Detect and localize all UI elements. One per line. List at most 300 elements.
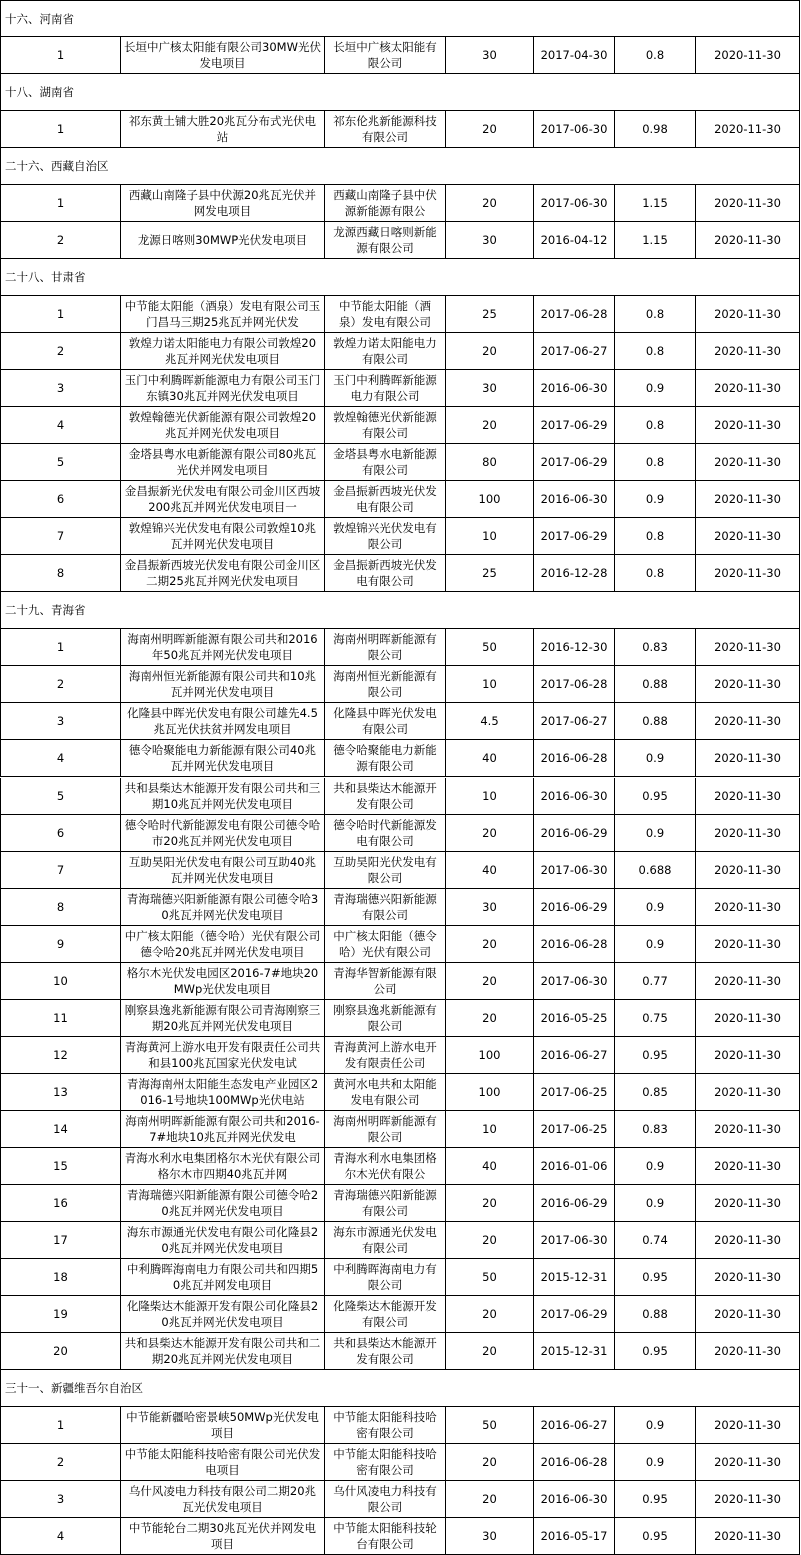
- cell-price[interactable]: 0.9: [615, 815, 696, 852]
- cell-date[interactable]: 2017-06-25: [534, 1074, 615, 1111]
- cell-index[interactable]: 2: [0, 666, 121, 703]
- cell-price[interactable]: 0.98: [615, 111, 696, 148]
- cell-index[interactable]: 7: [0, 518, 121, 555]
- cell-capacity[interactable]: 20: [446, 1333, 534, 1370]
- cell-end-date[interactable]: 2020-11-30: [696, 1259, 800, 1296]
- cell-company[interactable]: [325, 1518, 446, 1555]
- cell-index[interactable]: 6: [0, 481, 121, 518]
- cell-date[interactable]: 2017-06-30: [534, 1222, 615, 1259]
- cell-capacity[interactable]: 20: [446, 1296, 534, 1333]
- cell-date[interactable]: 2017-06-30: [534, 963, 615, 1000]
- cell-capacity[interactable]: 20: [446, 1222, 534, 1259]
- cell-capacity[interactable]: 20: [446, 1444, 534, 1481]
- section-header-row: [0, 148, 800, 185]
- cell-capacity[interactable]: 20: [446, 1000, 534, 1037]
- cell-price[interactable]: 0.95: [615, 778, 696, 815]
- cell-company-text: 青海瑞德兴阳新能源有限公司: [333, 1187, 437, 1218]
- cell-date[interactable]: 2017-06-29: [534, 407, 615, 444]
- cell-end-date[interactable]: 2020-11-30: [696, 333, 800, 370]
- cell-project-text: 青海黄河上游水电开发有限责任公司共和县100兆瓦国家光伏发电试: [124, 1039, 321, 1070]
- cell-company[interactable]: [325, 852, 446, 889]
- cell-price[interactable]: 0.8: [615, 333, 696, 370]
- cell-price[interactable]: 0.74: [615, 1222, 696, 1259]
- cell-index[interactable]: 4: [0, 1518, 121, 1555]
- cell-price[interactable]: 0.8: [615, 296, 696, 333]
- cell-capacity[interactable]: 40: [446, 852, 534, 889]
- cell-price[interactable]: 0.95: [615, 1333, 696, 1370]
- cell-end-date[interactable]: 2020-11-30: [696, 1296, 800, 1333]
- cell-company[interactable]: [325, 185, 446, 222]
- cell-index[interactable]: 8: [0, 555, 121, 592]
- cell-project-text: 德令哈聚能电力新能源有限公司40兆瓦并网光伏发电项目: [128, 743, 317, 774]
- cell-company[interactable]: [325, 666, 446, 703]
- cell-company-text: 中节能太阳能科技轮台有限公司: [333, 1520, 437, 1551]
- cell-date[interactable]: 2016-12-28: [534, 555, 615, 592]
- cell-date[interactable]: 2017-06-29: [534, 444, 615, 481]
- table-row: [0, 1111, 800, 1148]
- cell-date[interactable]: 2017-04-30: [534, 37, 615, 74]
- cell-company[interactable]: [325, 1444, 446, 1481]
- cell-end-date[interactable]: 2020-11-30: [696, 1074, 800, 1111]
- cell-company-text: 化隆县中晖光伏发电有限公司: [333, 706, 437, 737]
- cell-project[interactable]: [121, 1296, 325, 1333]
- cell-end-date[interactable]: 2020-11-30: [696, 296, 800, 333]
- cell-price[interactable]: 0.9: [615, 889, 696, 926]
- cell-date[interactable]: 2016-06-28: [534, 926, 615, 963]
- cell-company[interactable]: [325, 1111, 446, 1148]
- cell-company-text: 西藏山南隆子县中伏源新能源有限公: [333, 188, 437, 219]
- cell-end-date[interactable]: 2020-11-30: [696, 629, 800, 666]
- cell-end-date[interactable]: 2020-11-30: [696, 926, 800, 963]
- cell-company[interactable]: [325, 1185, 446, 1222]
- cell-company-text: 金昌振新西坡光伏发电有限公司: [333, 484, 437, 515]
- cell-index[interactable]: 10: [0, 963, 121, 1000]
- cell-project[interactable]: [121, 1185, 325, 1222]
- cell-project[interactable]: [121, 296, 325, 333]
- table-row: [0, 926, 800, 963]
- cell-index[interactable]: 3: [0, 703, 121, 740]
- cell-index[interactable]: 2: [0, 222, 121, 259]
- cell-index[interactable]: 7: [0, 852, 121, 889]
- cell-project[interactable]: [121, 1444, 325, 1481]
- cell-company-text: 玉门中利腾晖新能源电力有限公司: [333, 373, 437, 404]
- cell-price[interactable]: 0.75: [615, 1000, 696, 1037]
- cell-company[interactable]: [325, 333, 446, 370]
- cell-project[interactable]: [121, 444, 325, 481]
- cell-capacity[interactable]: 20: [446, 1481, 534, 1518]
- table-row: [0, 296, 800, 333]
- table-row: [0, 555, 800, 592]
- table-row: [0, 1333, 800, 1370]
- cell-end-date[interactable]: 2020-11-30: [696, 1000, 800, 1037]
- cell-project[interactable]: [121, 222, 325, 259]
- cell-date[interactable]: 2016-06-27: [534, 1037, 615, 1074]
- cell-company[interactable]: [325, 1037, 446, 1074]
- cell-capacity[interactable]: 30: [446, 37, 534, 74]
- cell-capacity[interactable]: 100: [446, 1074, 534, 1111]
- cell-date[interactable]: 2017-06-29: [534, 1296, 615, 1333]
- cell-company-text: 中节能太阳能（酒泉）发电有限公司: [339, 299, 431, 330]
- cell-project-text: 海南州恒光新能源有限公司共和10兆瓦并网光伏发电项目: [128, 669, 317, 700]
- cell-end-date[interactable]: 2020-11-30: [696, 1444, 800, 1481]
- cell-index[interactable]: 5: [0, 444, 121, 481]
- cell-project[interactable]: [121, 703, 325, 740]
- cell-price[interactable]: 0.8: [615, 518, 696, 555]
- cell-price[interactable]: 0.9: [615, 1444, 696, 1481]
- cell-project[interactable]: [121, 555, 325, 592]
- cell-company[interactable]: [325, 296, 446, 333]
- table-row: [0, 407, 800, 444]
- cell-company[interactable]: [325, 740, 446, 777]
- cell-index[interactable]: 9: [0, 926, 121, 963]
- cell-price[interactable]: 0.88: [615, 1296, 696, 1333]
- cell-project[interactable]: [121, 481, 325, 518]
- cell-company[interactable]: [325, 1148, 446, 1185]
- section-title: 十八、湖南省: [5, 85, 74, 100]
- cell-date[interactable]: 2016-05-25: [534, 1000, 615, 1037]
- cell-project-text: 龙源日喀则30MWP光伏发电项目: [137, 233, 308, 248]
- cell-capacity[interactable]: 10: [446, 518, 534, 555]
- cell-project[interactable]: [121, 1333, 325, 1370]
- cell-project[interactable]: [121, 1259, 325, 1296]
- section-header-row: [0, 259, 800, 296]
- table-row: [0, 1037, 800, 1074]
- cell-index[interactable]: 6: [0, 815, 121, 852]
- cell-company[interactable]: [325, 407, 446, 444]
- cell-capacity[interactable]: 25: [446, 555, 534, 592]
- cell-end-date[interactable]: 2020-11-30: [696, 1185, 800, 1222]
- cell-company-text: 中广核太阳能（德令哈）光伏有限公司: [333, 928, 437, 959]
- cell-project[interactable]: [121, 185, 325, 222]
- cell-end-date[interactable]: 2020-11-30: [696, 555, 800, 592]
- cell-project[interactable]: [121, 1000, 325, 1037]
- cell-capacity[interactable]: 50: [446, 1259, 534, 1296]
- cell-index[interactable]: 3: [0, 1481, 121, 1518]
- cell-company[interactable]: [325, 1296, 446, 1333]
- cell-index[interactable]: 1: [0, 37, 121, 74]
- section-header-row: [0, 1370, 800, 1407]
- cell-company-text: 海南州明晖新能源有限公司: [333, 1113, 437, 1144]
- cell-project[interactable]: [121, 1407, 325, 1444]
- cell-project[interactable]: [121, 629, 325, 666]
- cell-index[interactable]: 19: [0, 1296, 121, 1333]
- cell-company[interactable]: [325, 481, 446, 518]
- cell-company[interactable]: [325, 111, 446, 148]
- cell-date[interactable]: 2016-06-30: [534, 778, 615, 815]
- cell-index[interactable]: 3: [0, 370, 121, 407]
- cell-date[interactable]: 2016-06-29: [534, 889, 615, 926]
- cell-capacity[interactable]: 20: [446, 185, 534, 222]
- section-header-row: [0, 74, 800, 111]
- cell-price[interactable]: 0.9: [615, 1185, 696, 1222]
- cell-capacity[interactable]: 20: [446, 963, 534, 1000]
- cell-end-date[interactable]: 2020-11-30: [696, 963, 800, 1000]
- cell-price[interactable]: 0.95: [615, 1259, 696, 1296]
- table-row: [0, 815, 800, 852]
- cell-capacity[interactable]: 80: [446, 444, 534, 481]
- cell-price[interactable]: 0.9: [615, 926, 696, 963]
- cell-date[interactable]: 2017-06-30: [534, 852, 615, 889]
- cell-date[interactable]: 2017-06-27: [534, 333, 615, 370]
- cell-end-date[interactable]: 2020-11-30: [696, 666, 800, 703]
- cell-date[interactable]: 2015-12-31: [534, 1259, 615, 1296]
- cell-price[interactable]: 0.8: [615, 444, 696, 481]
- cell-date[interactable]: 2015-12-31: [534, 1333, 615, 1370]
- cell-end-date[interactable]: 2020-11-30: [696, 703, 800, 740]
- cell-project-text: 青海瑞德兴阳新能源有限公司德令哈30兆瓦并网光伏发电项目: [126, 891, 319, 922]
- cell-index[interactable]: 8: [0, 889, 121, 926]
- cell-price[interactable]: 1.15: [615, 222, 696, 259]
- cell-index[interactable]: 12: [0, 1037, 121, 1074]
- cell-project-text: 西藏山南隆子县中伏源20兆瓦光伏并网发电项目: [128, 188, 317, 219]
- cell-capacity[interactable]: 30: [446, 889, 534, 926]
- cell-company[interactable]: [325, 815, 446, 852]
- table-row: [0, 333, 800, 370]
- cell-price[interactable]: 0.8: [615, 407, 696, 444]
- cell-project-text: 乌什风凌电力科技有限公司二期20兆瓦光伏发电项目: [128, 1483, 317, 1514]
- cell-company[interactable]: [325, 889, 446, 926]
- cell-project[interactable]: [121, 518, 325, 555]
- cell-end-date[interactable]: 2020-11-30: [696, 444, 800, 481]
- cell-company[interactable]: [325, 1074, 446, 1111]
- cell-capacity[interactable]: 50: [446, 629, 534, 666]
- cell-project[interactable]: [121, 407, 325, 444]
- cell-end-date[interactable]: 2020-11-30: [696, 1037, 800, 1074]
- cell-index[interactable]: 15: [0, 1148, 121, 1185]
- cell-price[interactable]: 0.95: [615, 1481, 696, 1518]
- cell-project[interactable]: [121, 1037, 325, 1074]
- cell-capacity[interactable]: 25: [446, 296, 534, 333]
- cell-price[interactable]: 0.95: [615, 1518, 696, 1555]
- cell-project-text: 德令哈时代新能源发电有限公司德令哈市20兆瓦并网光伏发电项目: [124, 817, 321, 848]
- cell-company[interactable]: [325, 222, 446, 259]
- cell-end-date[interactable]: 2020-11-30: [696, 37, 800, 74]
- cell-company[interactable]: [325, 703, 446, 740]
- cell-date[interactable]: 2017-06-30: [534, 185, 615, 222]
- cell-capacity[interactable]: 20: [446, 407, 534, 444]
- cell-date[interactable]: 2016-06-30: [534, 481, 615, 518]
- cell-company[interactable]: [325, 1407, 446, 1444]
- cell-capacity[interactable]: 20: [446, 333, 534, 370]
- cell-price[interactable]: 0.9: [615, 1148, 696, 1185]
- cell-capacity[interactable]: 20: [446, 815, 534, 852]
- cell-date[interactable]: 2016-06-28: [534, 740, 615, 777]
- cell-end-date[interactable]: 2020-11-30: [696, 1407, 800, 1444]
- cell-project[interactable]: [121, 37, 325, 74]
- cell-project[interactable]: [121, 1518, 325, 1555]
- cell-date[interactable]: 2016-05-17: [534, 1518, 615, 1555]
- cell-end-date[interactable]: 2020-11-30: [696, 1518, 800, 1555]
- cell-end-date[interactable]: 2020-11-30: [696, 1333, 800, 1370]
- cell-company[interactable]: [325, 37, 446, 74]
- cell-date[interactable]: 2016-06-28: [534, 1444, 615, 1481]
- cell-end-date[interactable]: 2020-11-30: [696, 1222, 800, 1259]
- cell-company[interactable]: [325, 1000, 446, 1037]
- cell-project[interactable]: [121, 1481, 325, 1518]
- cell-project[interactable]: [121, 1111, 325, 1148]
- cell-project[interactable]: [121, 1222, 325, 1259]
- cell-company[interactable]: [325, 963, 446, 1000]
- cell-index[interactable]: 1: [0, 185, 121, 222]
- cell-index[interactable]: 5: [0, 778, 121, 815]
- cell-project[interactable]: [121, 1148, 325, 1185]
- cell-date[interactable]: 2016-06-30: [534, 1481, 615, 1518]
- cell-capacity[interactable]: 20: [446, 926, 534, 963]
- cell-index[interactable]: 2: [0, 1444, 121, 1481]
- cell-project-text: 化隆柴达木能源开发有限公司化隆县20兆瓦并网光伏发电项目: [126, 1298, 319, 1329]
- cell-company[interactable]: [325, 1222, 446, 1259]
- cell-company-text: 德令哈时代新能源发电有限公司: [333, 817, 437, 848]
- cell-price[interactable]: 0.9: [615, 740, 696, 777]
- table-row: [0, 1074, 800, 1111]
- table-row: [0, 740, 800, 777]
- cell-index[interactable]: 2: [0, 333, 121, 370]
- cell-project[interactable]: [121, 740, 325, 777]
- cell-date[interactable]: 2016-06-30: [534, 370, 615, 407]
- cell-price[interactable]: 0.77: [615, 963, 696, 1000]
- cell-end-date[interactable]: 2020-11-30: [696, 815, 800, 852]
- cell-company[interactable]: [325, 518, 446, 555]
- cell-price[interactable]: 0.8: [615, 555, 696, 592]
- cell-price[interactable]: 0.8: [615, 37, 696, 74]
- table-row: [0, 185, 800, 222]
- cell-company[interactable]: [325, 555, 446, 592]
- cell-index[interactable]: 4: [0, 740, 121, 777]
- cell-capacity[interactable]: 10: [446, 778, 534, 815]
- cell-capacity[interactable]: 4.5: [446, 703, 534, 740]
- cell-index[interactable]: 16: [0, 1185, 121, 1222]
- cell-project[interactable]: [121, 666, 325, 703]
- cell-capacity[interactable]: 40: [446, 740, 534, 777]
- cell-price[interactable]: 0.83: [615, 629, 696, 666]
- cell-price[interactable]: 0.83: [615, 1111, 696, 1148]
- cell-index[interactable]: 1: [0, 629, 121, 666]
- cell-price[interactable]: 1.15: [615, 185, 696, 222]
- cell-project[interactable]: [121, 778, 325, 815]
- cell-capacity[interactable]: 40: [446, 1148, 534, 1185]
- cell-end-date[interactable]: 2020-11-30: [696, 222, 800, 259]
- cell-price[interactable]: 0.85: [615, 1074, 696, 1111]
- cell-company-text: 长垣中广核太阳能有限公司: [333, 40, 437, 71]
- cell-index[interactable]: 17: [0, 1222, 121, 1259]
- cell-price[interactable]: 0.95: [615, 1037, 696, 1074]
- table-row: [0, 1407, 800, 1444]
- cell-company[interactable]: [325, 1333, 446, 1370]
- cell-index[interactable]: 4: [0, 407, 121, 444]
- cell-date[interactable]: 2017-06-28: [534, 666, 615, 703]
- cell-company-text: 青海华智新能源有限公司: [333, 965, 437, 996]
- cell-capacity[interactable]: 100: [446, 1037, 534, 1074]
- cell-date[interactable]: 2016-04-12: [534, 222, 615, 259]
- cell-date[interactable]: 2016-01-06: [534, 1148, 615, 1185]
- cell-company-text: 青海黄河上游水电开发有限责任公司: [333, 1039, 437, 1070]
- cell-date[interactable]: 2017-06-30: [534, 111, 615, 148]
- cell-price[interactable]: 0.9: [615, 481, 696, 518]
- cell-company[interactable]: [325, 629, 446, 666]
- cell-company[interactable]: [325, 370, 446, 407]
- cell-project[interactable]: [121, 333, 325, 370]
- cell-project-text: 中节能太阳能（酒泉）发电有限公司玉门昌马三期25兆瓦并网光伏发: [124, 299, 321, 330]
- cell-end-date[interactable]: 2020-11-30: [696, 370, 800, 407]
- table-row: [0, 518, 800, 555]
- cell-capacity[interactable]: 10: [446, 1111, 534, 1148]
- cell-project[interactable]: [121, 852, 325, 889]
- cell-end-date[interactable]: 2020-11-30: [696, 740, 800, 777]
- cell-project[interactable]: [121, 889, 325, 926]
- cell-price[interactable]: 0.688: [615, 852, 696, 889]
- cell-end-date[interactable]: 2020-11-30: [696, 778, 800, 815]
- cell-date[interactable]: 2016-06-29: [534, 815, 615, 852]
- cell-date[interactable]: 2017-06-29: [534, 518, 615, 555]
- cell-date[interactable]: 2016-06-27: [534, 1407, 615, 1444]
- cell-company-text: 祁东伦兆新能源科技有限公司: [333, 114, 437, 145]
- cell-index[interactable]: 1: [0, 296, 121, 333]
- cell-capacity[interactable]: 30: [446, 370, 534, 407]
- cell-company[interactable]: [325, 926, 446, 963]
- cell-end-date[interactable]: 2020-11-30: [696, 185, 800, 222]
- cell-end-date[interactable]: 2020-11-30: [696, 889, 800, 926]
- cell-index[interactable]: 18: [0, 1259, 121, 1296]
- cell-date[interactable]: 2017-06-25: [534, 1111, 615, 1148]
- cell-project[interactable]: [121, 963, 325, 1000]
- cell-date[interactable]: 2017-06-28: [534, 296, 615, 333]
- cell-end-date[interactable]: 2020-11-30: [696, 1481, 800, 1518]
- cell-project[interactable]: [121, 926, 325, 963]
- cell-price[interactable]: 0.9: [615, 1407, 696, 1444]
- table-row: [0, 370, 800, 407]
- cell-end-date[interactable]: 2020-11-30: [696, 481, 800, 518]
- cell-date[interactable]: 2017-06-27: [534, 703, 615, 740]
- cell-company-text: 乌什风凌电力科技有限公司: [333, 1483, 437, 1514]
- cell-index[interactable]: 14: [0, 1111, 121, 1148]
- cell-company[interactable]: [325, 778, 446, 815]
- cell-end-date[interactable]: 2020-11-30: [696, 1111, 800, 1148]
- cell-capacity[interactable]: 30: [446, 222, 534, 259]
- cell-capacity[interactable]: 30: [446, 1518, 534, 1555]
- cell-capacity[interactable]: 50: [446, 1407, 534, 1444]
- cell-company[interactable]: [325, 444, 446, 481]
- cell-date[interactable]: 2016-12-30: [534, 629, 615, 666]
- cell-index[interactable]: 1: [0, 1407, 121, 1444]
- cell-price[interactable]: 0.88: [615, 666, 696, 703]
- cell-index[interactable]: 20: [0, 1333, 121, 1370]
- cell-capacity[interactable]: 100: [446, 481, 534, 518]
- cell-end-date[interactable]: 2020-11-30: [696, 518, 800, 555]
- cell-end-date[interactable]: 2020-11-30: [696, 407, 800, 444]
- cell-capacity[interactable]: 20: [446, 111, 534, 148]
- cell-end-date[interactable]: 2020-11-30: [696, 111, 800, 148]
- cell-project[interactable]: [121, 1074, 325, 1111]
- cell-price[interactable]: 0.9: [615, 370, 696, 407]
- cell-project[interactable]: [121, 111, 325, 148]
- cell-project[interactable]: [121, 815, 325, 852]
- cell-capacity[interactable]: 20: [446, 1185, 534, 1222]
- cell-company[interactable]: [325, 1481, 446, 1518]
- cell-index[interactable]: 13: [0, 1074, 121, 1111]
- table-row: [0, 222, 800, 259]
- cell-index[interactable]: 11: [0, 1000, 121, 1037]
- cell-project-text: 刚察县逸兆新能源有限公司青海刚察三期20兆瓦并网光伏发电项目: [124, 1002, 321, 1033]
- cell-company-text: 共和县柴达木能源开发有限公司: [333, 1335, 437, 1366]
- cell-company[interactable]: [325, 1259, 446, 1296]
- cell-date[interactable]: 2016-06-29: [534, 1185, 615, 1222]
- cell-capacity[interactable]: 10: [446, 666, 534, 703]
- cell-price[interactable]: 0.88: [615, 703, 696, 740]
- cell-index[interactable]: 1: [0, 111, 121, 148]
- cell-project[interactable]: [121, 370, 325, 407]
- cell-end-date[interactable]: 2020-11-30: [696, 1148, 800, 1185]
- cell-end-date[interactable]: 2020-11-30: [696, 852, 800, 889]
